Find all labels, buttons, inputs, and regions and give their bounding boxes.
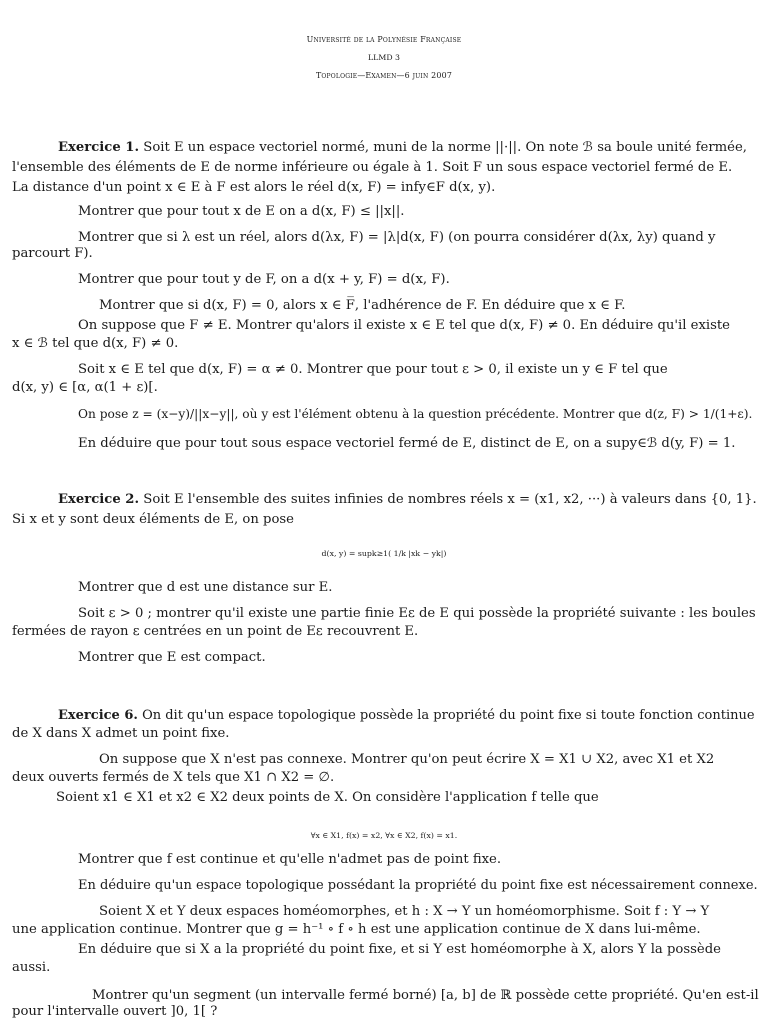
ex2-title: Exercice 2. <box>58 492 140 507</box>
ex2-question-1: Montrer que d est une distance sur E. <box>78 580 333 595</box>
ex1-text-1: Soit E un espace vectoriel normé, muni de la norme ||·||. On note ℬ sa boule unité fermée, <box>143 140 747 155</box>
ex6-text-1: On dit qu'un espace topologique possède la propriété du point fixe si toute fonction continue <box>142 708 755 723</box>
ex2-text-1: Soit E l'ensemble des suites infinies de nombres réels x = (x1, x2, ···) à valeurs dans {0, 1}. <box>143 492 757 507</box>
ex6-question-7a: Montrer qu'un segment (un intervalle fermé borné) [a, b] de ℝ possède cette propriété. Qu'en est-il <box>92 988 759 1003</box>
ex2-question-2b: fermées de rayon ε centrées en un point de Eε recouvrent E. <box>12 624 419 639</box>
ex6-question-6b: aussi. <box>12 960 51 975</box>
ex1-title: Exercice 1. <box>58 140 140 155</box>
ex1-question-5b: x ∈ ℬ tel que d(x, F) ≠ 0. <box>12 336 179 351</box>
ex6-question-1a: On suppose que X n'est pas connexe. Montrer qu'on peut écrire X = X1 ∪ X2, avec X1 et X2 <box>99 752 715 767</box>
ex2-intro-line-1 <box>58 492 757 508</box>
ex6-question-2: Soient x1 ∈ X1 et x2 ∈ X2 deux points de X. On considère l'application f telle que <box>56 790 599 805</box>
ex2-question-3: Montrer que E est compact. <box>78 650 266 665</box>
ex6-map-formula: ∀x ∈ X1, f(x) = x2, ∀x ∈ X2, f(x) = x1. <box>310 831 458 840</box>
ex1-intro-line-2: l'ensemble des éléments de E de norme inférieure ou égale à 1. Soit F un sous espace vectoriel fermé de E. <box>12 160 733 175</box>
program-title: LLMD 3 <box>367 53 401 62</box>
ex1-question-5a: On suppose que F ≠ E. Montrer qu'alors il existe x ∈ E tel que d(x, F) ≠ 0. En déduire qu'il existe <box>78 318 730 333</box>
ex2-intro-line-2: Si x et y sont deux éléments de E, on pose <box>12 512 294 527</box>
ex2-distance-formula: d(x, y) = supk≥1( 1/k |xk − yk|) <box>321 549 447 558</box>
ex6-question-6a: En déduire que si X a la propriété du point fixe, et si Y est homéomorphe à X, alors Y la possède <box>78 942 721 957</box>
ex6-question-4: En déduire qu'un espace topologique possédant la propriété du point fixe est nécessairement connexe. <box>78 878 758 893</box>
university-title: Université de la Polynésie Française <box>306 35 462 44</box>
ex1-question-1: Montrer que pour tout x de E on a d(x, F) ≤ ||x||. <box>78 204 405 219</box>
ex1-question-2a: Montrer que si λ est un réel, alors d(λx, F) = |λ|d(x, F) (on pourra considérer d(λx, λy) quand y <box>78 230 716 245</box>
ex1-question-3: Montrer que pour tout y de F, on a d(x + y, F) = d(x, F). <box>78 272 450 287</box>
ex6-question-3: Montrer que f est continue et qu'elle n'admet pas de point fixe. <box>78 852 502 867</box>
ex2-question-2a: Soit ε > 0 ; montrer qu'il existe une partie finie Eε de E qui possède la propriété suivante : les boules <box>78 606 756 621</box>
ex6-question-7b: pour l'intervalle ouvert ]0, 1[ ? <box>12 1004 218 1019</box>
ex6-question-5a: Soient X et Y deux espaces homéomorphes, et h : X → Y un homéomorphisme. Soit f : Y → Y <box>99 904 710 919</box>
ex6-question-1b: deux ouverts fermés de X tels que X1 ∩ X2 = ∅. <box>12 770 335 785</box>
ex1-question-2b: parcourt F). <box>12 246 93 261</box>
ex1-intro-line-3: La distance d'un point x ∈ E à F est alors le réel d(x, F) = infy∈F d(x, y). <box>12 180 496 195</box>
ex1-question-6a: Soit x ∈ E tel que d(x, F) = α ≠ 0. Montrer que pour tout ε > 0, il existe un y ∈ F tel que <box>78 362 668 377</box>
ex6-intro-line-1 <box>58 708 755 724</box>
ex1-question-7: On pose z = (x−y)/||x−y||, où y est l'élément obtenu à la question précédente. Montrer que d(z, F) > 1/(1+ε). <box>78 407 753 421</box>
ex6-intro-line-2: de X dans X admet un point fixe. <box>12 726 230 741</box>
course-title: Topologie—Examen—6 juin 2007 <box>315 71 453 80</box>
ex6-title: Exercice 6. <box>58 708 138 723</box>
ex1-question-4: Montrer que si d(x, F) = 0, alors x ∈ F̅, l'adhérence de F. En déduire que x ∈ F. <box>99 298 626 313</box>
ex1-intro-line-1 <box>58 140 747 156</box>
ex1-question-6b: d(x, y) ∈ [α, α(1 + ε)[. <box>12 380 158 395</box>
ex6-question-5b: une application continue. Montrer que g = h⁻¹ ∘ f ∘ h est une application continue de X dans lui-même. <box>12 922 701 937</box>
ex1-question-8: En déduire que pour tout sous espace vectoriel fermé de E, distinct de E, on a supy∈ℬ d(y, F) = 1. <box>78 436 736 451</box>
